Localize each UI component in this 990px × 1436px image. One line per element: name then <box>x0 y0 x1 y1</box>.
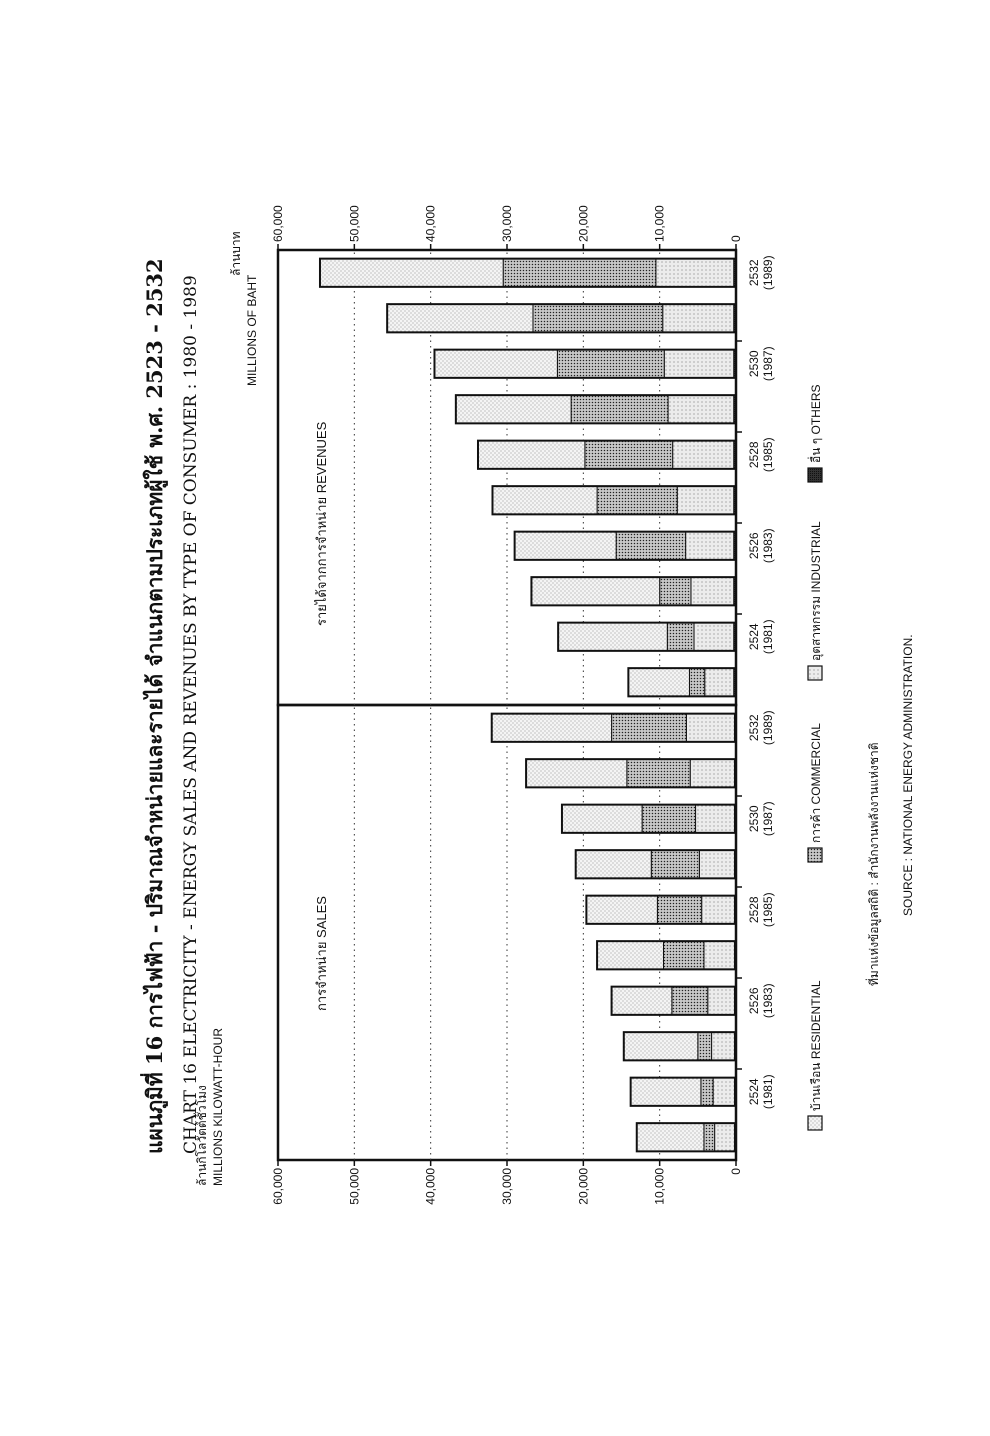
rev-segment-commercial <box>557 350 664 378</box>
rev-bar-2528 <box>478 441 736 469</box>
rev-bar-2527 <box>492 486 736 514</box>
sales-bar-2531 <box>526 759 736 787</box>
rev-ytick-label: 40,000 <box>423 205 438 242</box>
rev-segment-residential <box>558 623 667 651</box>
sales-ytick-label: 50,000 <box>347 1168 362 1205</box>
rev-ytick-label: 10,000 <box>652 205 667 242</box>
sales-segment-residential <box>597 941 663 969</box>
rev-xlabel-year: 2524 <box>747 623 761 651</box>
revenues-panel-title: รายได้จากการจำหน่าย REVENUES <box>314 421 329 626</box>
rev-segment-industrial <box>673 441 734 469</box>
revenues-ylabel-thai: ล้านบาท <box>229 231 243 276</box>
sales-segment-industrial <box>699 850 734 878</box>
sales-xlabel-ce: (1985) <box>761 892 775 928</box>
rev-xlabel-year: 2528 <box>747 441 761 469</box>
sales-segment-commercial <box>642 805 695 833</box>
sales-ytick-label: 60,000 <box>271 1168 285 1205</box>
rev-xlabel-year: 2530 <box>747 350 761 378</box>
sales-xlabel-ce: (1989) <box>761 710 775 746</box>
rev-xlabel-ce: (1989) <box>761 255 775 291</box>
sales-bar-2525 <box>624 1032 736 1060</box>
sales-segment-residential <box>526 759 627 787</box>
sales-segment-commercial <box>627 759 690 787</box>
rev-bar-2529 <box>456 395 736 423</box>
sales-xlabel-year: 2530 <box>747 805 761 833</box>
sales-bar-2528 <box>586 896 736 924</box>
rev-segment-commercial <box>585 441 673 469</box>
rev-segment-commercial <box>533 304 663 332</box>
legend <box>807 384 824 1130</box>
sales-panel-title: การจำหน่าย SALES <box>314 896 329 1011</box>
rev-ytick-label: 60,000 <box>271 205 285 242</box>
rev-xlabel-ce: (1987) <box>761 346 775 382</box>
rev-ytick-label: 0 <box>729 235 743 242</box>
sales-bar-2527 <box>597 941 736 969</box>
sales-segment-residential <box>637 1123 704 1151</box>
sales-xlabel-ce: (1983) <box>761 983 775 1019</box>
legend-item-residential <box>808 980 823 1130</box>
rev-xlabel-ce: (1983) <box>761 528 775 564</box>
sales-segment-commercial <box>612 714 687 742</box>
legend-item-others <box>807 384 823 482</box>
sales-segment-industrial <box>715 1123 735 1151</box>
sales-ytick-label: 0 <box>729 1168 743 1175</box>
rev-bar-2532 <box>320 259 736 287</box>
thai-title: แผนภูมิที่ 16 การไฟฟ้า - ปริมาณจำหน่ายและรายได้ จำแนกตามประเภทผู้ใช้ พ.ศ. 2523 - 2532 <box>142 258 167 1154</box>
rev-segment-industrial <box>677 486 733 514</box>
sales-segment-residential <box>586 896 657 924</box>
sales-segment-commercial <box>672 987 708 1015</box>
legend-swatch-commercial <box>808 848 822 862</box>
sales-bar-2526 <box>612 987 736 1015</box>
rev-segment-residential <box>478 441 585 469</box>
rev-bar-2530 <box>434 350 736 378</box>
sales-segment-residential <box>562 805 642 833</box>
rev-xlabel-ce: (1985) <box>761 437 775 473</box>
rev-segment-industrial <box>691 577 734 605</box>
rev-segment-commercial <box>660 577 691 605</box>
source-thai: ที่มาแห่งข้อมูลสถิติ : สำนักงานพลังงานแห่งชาติ <box>867 742 881 986</box>
sales-xlabel-ce: (1981) <box>761 1074 775 1110</box>
sales-segment-commercial <box>704 1123 715 1151</box>
rev-segment-industrial <box>705 668 734 696</box>
sales-segment-industrial <box>704 941 735 969</box>
rev-segment-industrial <box>668 395 734 423</box>
rev-xlabel-year: 2532 <box>747 259 761 287</box>
rev-ytick-label: 30,000 <box>500 205 514 242</box>
rev-bar-2531 <box>387 304 736 332</box>
rev-segment-residential <box>387 304 533 332</box>
sales-ytick-label: 10,000 <box>652 1168 667 1205</box>
legend-label-commercial: การค้า COMMERCIAL <box>809 723 823 843</box>
rev-segment-commercial <box>616 532 685 560</box>
rev-ytick-label: 20,000 <box>576 205 591 242</box>
rev-segment-residential <box>531 577 659 605</box>
sales-xlabel-ce: (1987) <box>761 801 775 837</box>
rev-segment-industrial <box>663 304 734 332</box>
rev-segment-industrial <box>686 532 734 560</box>
rev-segment-residential <box>434 350 557 378</box>
sales-segment-residential <box>631 1078 701 1106</box>
rev-segment-commercial <box>503 259 656 287</box>
sales-bar-2524 <box>631 1078 736 1106</box>
sales-segment-industrial <box>696 805 735 833</box>
sales-segment-industrial <box>708 987 735 1015</box>
sales-segment-industrial <box>690 759 734 787</box>
rev-segment-industrial <box>656 259 734 287</box>
sales-xlabel-year: 2526 <box>747 987 761 1015</box>
revenues-ylabel: MILLIONS OF BAHT <box>245 274 259 386</box>
rev-segment-residential <box>515 532 617 560</box>
legend-swatch-industrial <box>808 666 822 680</box>
rev-segment-commercial <box>667 623 694 651</box>
rev-bar-2526 <box>515 532 736 560</box>
sales-segment-industrial <box>686 714 734 742</box>
english-title: CHART 16 ELECTRICITY - ENERGY SALES AND REVENUES BY TYPE OF CONSUMER : 1980 - 1989 <box>181 275 201 1154</box>
rev-bar-2524 <box>558 623 736 651</box>
sales-segment-commercial <box>657 896 701 924</box>
rev-segment-residential <box>628 668 689 696</box>
legend-label-industrial: อุตสาหกรรม INDUSTRIAL <box>809 521 823 661</box>
source-english: SOURCE : NATIONAL ENERGY ADMINISTRATION. <box>901 634 915 916</box>
sales-bar-2523 <box>637 1123 736 1151</box>
sales-segment-residential <box>576 850 652 878</box>
sales-bar-2530 <box>562 805 736 833</box>
rev-segment-commercial <box>571 395 668 423</box>
rev-segment-residential <box>456 395 571 423</box>
rev-xlabel-ce: (1981) <box>761 619 775 655</box>
legend-swatch-others <box>808 468 822 482</box>
legend-item-commercial <box>808 723 823 862</box>
rev-bar-2525 <box>531 577 736 605</box>
sales-xlabel-year: 2528 <box>747 896 761 924</box>
legend-label-others: อื่น ๆ OTHERS <box>809 384 823 463</box>
rev-segment-commercial <box>597 486 677 514</box>
sales-ytick-label: 30,000 <box>500 1168 514 1205</box>
sales-ylabel: MILLIONS KILOWATT-HOUR <box>211 1027 225 1186</box>
sales-segment-industrial <box>713 1078 734 1106</box>
sales-segment-commercial <box>651 850 699 878</box>
legend-label-residential: บ้านเรือน RESIDENTIAL <box>809 980 823 1111</box>
sales-segment-commercial <box>698 1032 712 1060</box>
rev-ytick-label: 50,000 <box>347 205 362 242</box>
rev-segment-residential <box>492 486 597 514</box>
rev-segment-commercial <box>689 668 704 696</box>
sales-segment-residential <box>624 1032 698 1060</box>
sales-xlabel-year: 2524 <box>747 1078 761 1106</box>
rev-segment-residential <box>320 259 503 287</box>
legend-item-industrial <box>808 521 824 680</box>
sales-bar-2532 <box>492 714 736 742</box>
sales-segment-commercial <box>663 941 703 969</box>
rev-segment-industrial <box>694 623 734 651</box>
sales-segment-industrial <box>712 1032 735 1060</box>
sales-xlabel-year: 2532 <box>747 714 761 742</box>
sales-ytick-label: 20,000 <box>576 1168 591 1205</box>
sales-segment-commercial <box>701 1078 713 1106</box>
sales-segment-residential <box>492 714 612 742</box>
sales-ylabel-thai: ล้านกิโลวัตต์ชั่วโมง <box>195 1085 209 1186</box>
sales-segment-industrial <box>702 896 735 924</box>
sales-chart <box>193 705 775 1205</box>
revenues-chart <box>229 205 775 705</box>
sales-ytick-label: 40,000 <box>423 1168 438 1205</box>
rev-segment-industrial <box>664 350 733 378</box>
rev-bar-2523 <box>628 668 736 696</box>
rev-xlabel-year: 2526 <box>747 532 761 560</box>
legend-swatch-residential <box>808 1116 822 1130</box>
sales-bar-2529 <box>576 850 736 878</box>
sales-segment-residential <box>612 987 672 1015</box>
